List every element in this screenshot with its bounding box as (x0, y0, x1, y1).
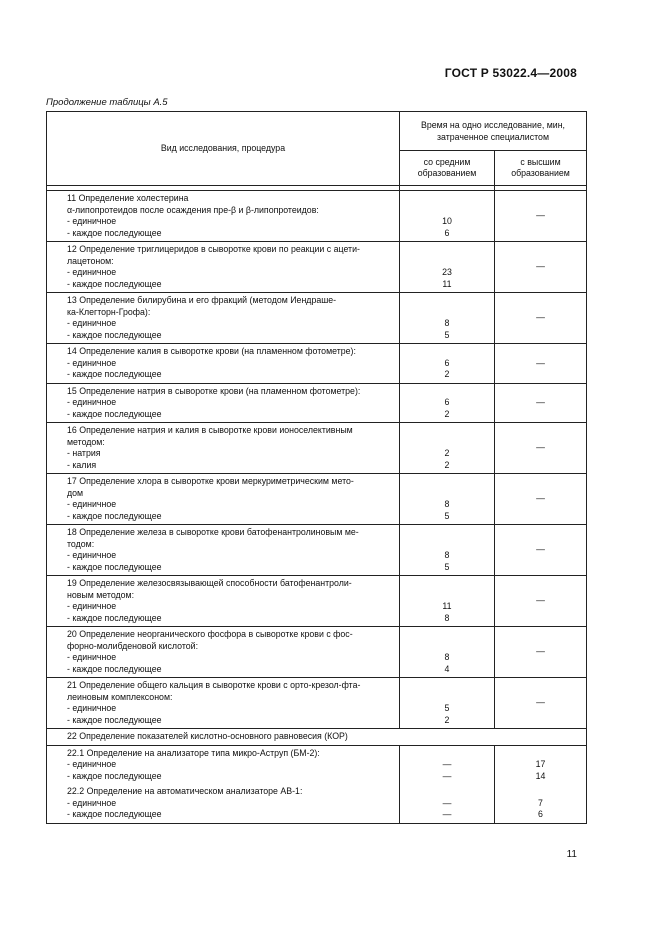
value-line (402, 244, 492, 256)
procedure-line: 16 Определение натрия и калия в сыворотке крови ионоселективным (67, 425, 353, 435)
value-line (497, 748, 584, 760)
procedure-line: - единичное (67, 216, 117, 226)
mid-education-cell (400, 344, 495, 384)
procedure-line: 12 Определение триглицеридов в сыворотке крови по реакции с ацети- (67, 244, 360, 254)
value-line: 6 (444, 357, 450, 368)
procedure-line: 17 Определение хлора в сыворотке крови меркуриметрическим мето- (67, 476, 354, 486)
procedure-line: - единичное (67, 601, 117, 611)
value-line (402, 437, 492, 449)
procedure-line: 22.2 Определение на автоматическом анализаторе АВ-1: (67, 786, 303, 796)
high-education-cell: — (495, 242, 587, 293)
procedure-line: ка-Клегторн-Грофа): (67, 306, 151, 317)
value-line: 8 (444, 612, 450, 623)
procedure-line: 11 Определение холестерина (67, 193, 189, 203)
header-time: Время на одно исследование, мин, затраченное специалистом (400, 112, 587, 151)
value-line: 6 (444, 397, 450, 407)
value-line: 8 (444, 318, 450, 328)
procedure-cell (47, 191, 400, 242)
procedure-line: - единичное (67, 397, 117, 407)
value-line (402, 527, 492, 539)
value-line (402, 256, 492, 268)
value-line: 2 (444, 459, 450, 470)
mid-education-cell (400, 293, 495, 344)
procedure-line: - каждое последующее (67, 329, 162, 340)
procedure-line: - каждое последующее (67, 227, 162, 238)
page-number: 11 (566, 849, 577, 860)
value-line: 11 (442, 278, 452, 289)
mid-education-cell (400, 191, 495, 242)
procedure-cell (47, 678, 400, 729)
procedure-cell (47, 383, 400, 423)
procedure-cell (47, 576, 400, 627)
value-line: 6 (538, 809, 543, 819)
value-line (402, 641, 492, 653)
value-line: 7 (538, 797, 543, 808)
table-row (47, 191, 587, 242)
value-line: — (442, 797, 452, 808)
procedure-line: форно-молибденовой кислотой: (67, 640, 199, 651)
procedure-line: - каждое последующее (67, 561, 162, 572)
procedure-line: леиновым комплексоном: (67, 691, 173, 702)
procedure-line: 15 Определение натрия в сыворотке крови (на пламенном фотометре): (67, 385, 361, 396)
table-row (47, 745, 587, 784)
procedure-line: - единичное (67, 357, 117, 368)
procedure-line: - каждое последующее (67, 770, 162, 781)
procedure-cell (47, 745, 400, 784)
value-line: 2 (444, 448, 450, 458)
procedure-line: - единичное (67, 499, 117, 509)
value-line: — (442, 809, 452, 819)
mid-education-cell (400, 678, 495, 729)
header-mid-education: со средним образованием (400, 151, 495, 186)
high-education-cell: — (495, 383, 587, 423)
mid-education-cell (400, 627, 495, 678)
procedure-line: - каждое последующее (67, 408, 162, 419)
value-line (402, 386, 492, 398)
table-row (47, 627, 587, 678)
mid-education-cell (400, 525, 495, 576)
procedure-cell (47, 423, 400, 474)
procedure-line: 14 Определение калия в сыворотке крови (на пламенном фотометре): (67, 346, 356, 356)
procedure-line: 20 Определение неорганического фосфора в сыворотке крови с фос- (67, 629, 353, 639)
mid-education-cell (400, 242, 495, 293)
value-line: 5 (444, 703, 450, 713)
procedure-line: лацетоном: (67, 255, 114, 266)
value-line: 14 (535, 770, 546, 781)
value-line: 17 (535, 759, 546, 769)
high-education-cell: — (495, 293, 587, 344)
procedure-cell (47, 474, 400, 525)
table-row (47, 784, 587, 823)
value-line: 4 (444, 663, 450, 674)
high-education-cell (495, 745, 587, 784)
value-line (402, 425, 492, 437)
value-line: 6 (444, 227, 450, 238)
table-row-section-22 (47, 729, 587, 746)
value-line: — (442, 770, 452, 781)
value-line: 5 (444, 329, 450, 340)
mid-education-cell (400, 784, 495, 823)
table-row (47, 576, 587, 627)
value-line: 8 (444, 652, 450, 662)
value-line (402, 680, 492, 692)
procedure-line: новым методом: (67, 589, 135, 600)
value-line: 2 (444, 408, 450, 419)
value-line: 5 (444, 510, 450, 521)
value-line (497, 786, 584, 798)
procedure-line: - единичное (67, 703, 117, 713)
high-education-cell: — (495, 576, 587, 627)
high-education-cell: — (495, 191, 587, 242)
high-education-cell: — (495, 627, 587, 678)
procedure-line: - единичное (67, 759, 117, 769)
value-line (402, 692, 492, 704)
high-education-cell: — (495, 525, 587, 576)
value-line: 10 (442, 216, 452, 226)
table-caption: Продолжение таблицы А.5 (46, 97, 168, 108)
table-body (47, 186, 587, 824)
high-education-cell (495, 784, 587, 823)
high-education-cell: — (495, 474, 587, 525)
procedure-line: 19 Определение железосвязывающей способности батофенантроли- (67, 578, 352, 588)
value-line (402, 346, 492, 358)
table-row (47, 678, 587, 729)
procedure-line: - каждое последующее (67, 510, 162, 521)
procedure-line: - каждое последующее (67, 612, 162, 623)
table-row (47, 383, 587, 423)
value-line (402, 786, 492, 798)
procedure-line: - каждое последующее (67, 663, 162, 674)
mid-education-cell (400, 474, 495, 525)
value-line (402, 539, 492, 551)
procedure-line: α-липопротеидов после осаждения пре-β и β-липопротеидов: (67, 204, 319, 215)
procedure-line: - единичное (67, 797, 117, 808)
table-row (47, 242, 587, 293)
mid-education-cell (400, 745, 495, 784)
mid-education-cell (400, 383, 495, 423)
procedure-line: - единичное (67, 652, 117, 662)
high-education-cell: — (495, 678, 587, 729)
procedure-line: - каждое последующее (67, 714, 162, 725)
section-title-cell: 22 Определение показателей кислотно-основного равновесия (КОР) (47, 729, 587, 746)
procedure-line: - каждое последующее (67, 278, 162, 289)
procedure-line: - каждое последующее (67, 809, 162, 819)
high-education-cell: — (495, 423, 587, 474)
value-line: 2 (444, 714, 450, 725)
procedure-line: методом: (67, 436, 105, 447)
table-row (47, 344, 587, 384)
procedure-cell (47, 627, 400, 678)
procedure-line: 13 Определение билирубина и его фракций (методом Иендраше- (67, 295, 337, 305)
document-id: ГОСТ Р 53022.4—2008 (444, 66, 577, 80)
procedure-cell (47, 344, 400, 384)
table-row (47, 293, 587, 344)
value-line (402, 590, 492, 602)
value-line (402, 629, 492, 641)
procedure-line: 22.1 Определение на анализаторе типа микро-Аструп (БМ-2): (67, 747, 320, 758)
high-education-cell: — (495, 344, 587, 384)
procedure-line: дом (67, 487, 84, 498)
header-high-education: с высшим образованием (495, 151, 587, 186)
table-row (47, 474, 587, 525)
value-line (402, 205, 492, 217)
value-line (402, 307, 492, 319)
mid-education-cell (400, 576, 495, 627)
value-line (402, 488, 492, 500)
value-line: 23 (442, 267, 452, 277)
value-line (402, 476, 492, 488)
value-line (402, 578, 492, 590)
procedure-cell (47, 242, 400, 293)
time-norms-table (46, 111, 587, 824)
header-procedure: Вид исследования, процедура (47, 112, 400, 186)
procedure-line: 18 Определение железа в сыворотке крови батофенантролиновым ме- (67, 527, 359, 537)
procedure-line: - единичное (67, 550, 117, 560)
value-line: 8 (444, 550, 450, 560)
value-line (402, 193, 492, 205)
value-line: 5 (444, 561, 450, 572)
value-line: 11 (442, 601, 452, 611)
value-line: 8 (444, 499, 450, 509)
procedure-line: - калия (67, 459, 97, 470)
procedure-line: - каждое последующее (67, 369, 162, 379)
procedure-line: - единичное (67, 318, 117, 328)
mid-education-cell (400, 423, 495, 474)
value-line: — (442, 759, 452, 769)
procedure-line: тодом: (67, 538, 95, 549)
value-line (402, 295, 492, 307)
procedure-line: - единичное (67, 267, 117, 277)
procedure-line: 21 Определение общего кальция в сыворотке крови с орто-крезол-фта- (67, 680, 361, 690)
table-row (47, 423, 587, 474)
procedure-cell (47, 525, 400, 576)
value-line: 2 (444, 369, 450, 379)
procedure-cell (47, 784, 400, 823)
procedure-cell (47, 293, 400, 344)
table-row (47, 525, 587, 576)
procedure-line: - натрия (67, 448, 101, 458)
value-line (402, 748, 492, 760)
